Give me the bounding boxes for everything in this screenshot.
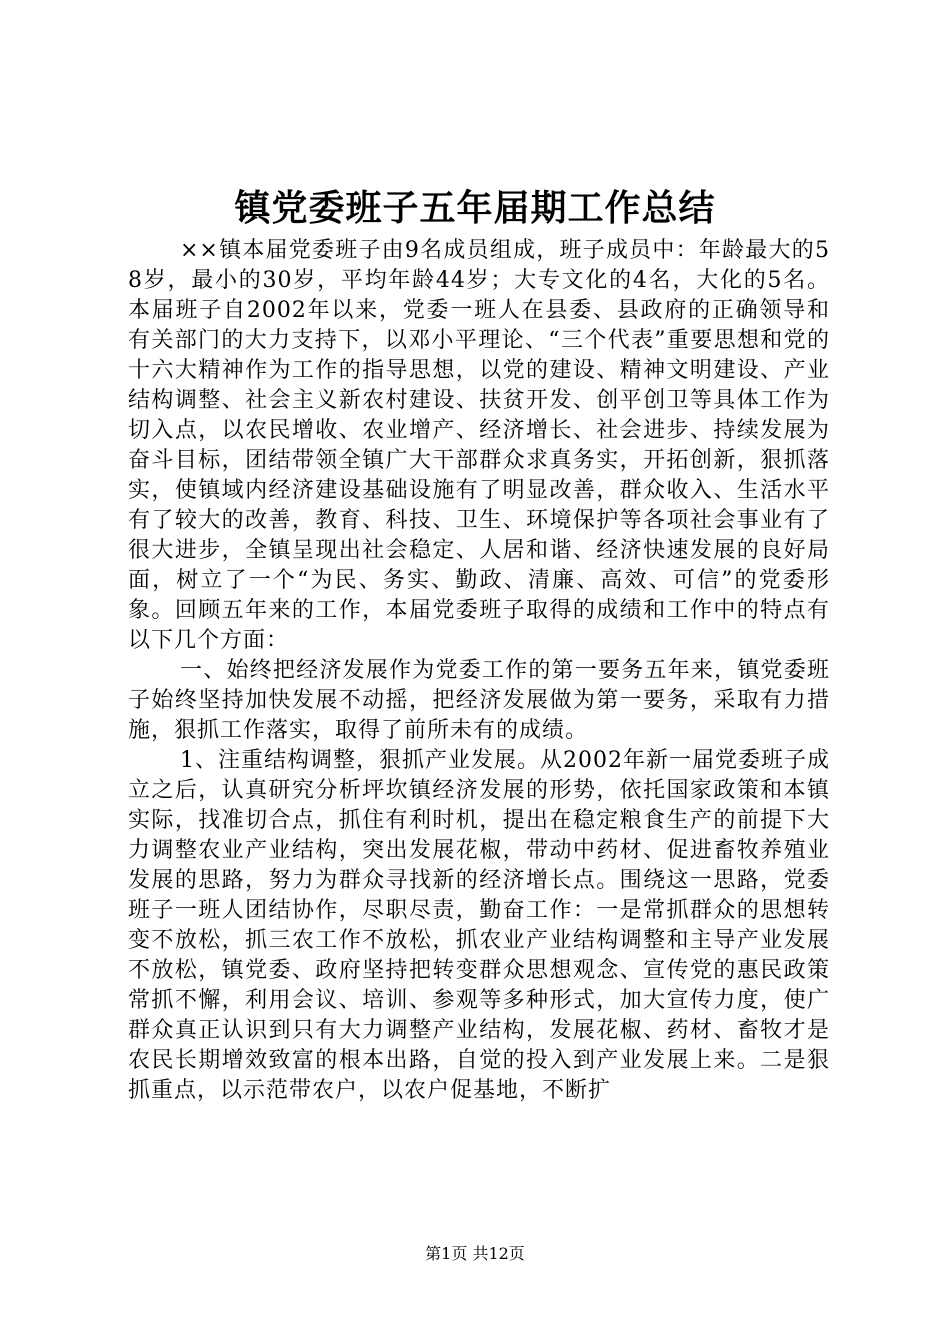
paragraph-item-one: 1、注重结构调整，狠抓产业发展。从2002年新一届党委班子成立之后，认真研究分析坪坎镇经济发展的形势，依托国家政策和本镇实际，找准切合点，抓住有利时机，提出在稳定粮食生产的前提下大力调整农业产业结构，突出发展花椒，带动中药材、促进畜牧养殖业发展的思路，努力为群众寻找新的经济增长点。围绕这一思路，党委班子一班人团结协作，尽职尽责，勤奋工作：一是常抓群众的思想转变不放松，抓三农工作不放松，抓农业产业结构调整和主导产业发展不放松，镇党委、政府坚持把转变群众思想观念、宣传党的惠民政策常抓不懈，利用会议、培训、参观等多种形式，加大宣传力度，使广群众真正认识到只有大力调整产业结构，发展花椒、药材、畜牧才是农民长期增效致富的根本出路，自觉的投入到产业发展上来。二是狠抓重点，以示范带农户，以农户促基地，不断扩 (128, 748, 830, 1103)
paragraph-section-one: 一、始终把经济发展作为党委工作的第一要务五年来，镇党委班子始终坚持加快发展不动摇，把经济发展做为第一要务，采取有力措施，狠抓工作落实，取得了前所未有的成绩。 (128, 658, 830, 743)
paragraph-intro: ××镇本届党委班子由9名成员组成，班子成员中：年龄最大的58岁，最小的30岁，平均年龄44岁；大专文化的4名，大化的5名。本届班子自2002年以来，党委一班人在县委、县政府的正确领导和有关部门的大力支持下，以邓小平理论、“三个代表”重要思想和党的十六大精神作为工作的指导思想，以党的建设、精神文明建设、产业结构调整、社会主义新农村建设、扶贫开发、创平创卫等具体工作为切入点，以农民增收、农业增产、经济增长、社会进步、持续发展为奋斗目标，团结带领全镇广大干部群众求真务实，开拓创新，狠抓落实，使镇域内经济建设基础设施有了明显改善，群众收入、生活水平有了较大的改善，教育、科技、卫生、环境保护等各项社会事业有了很大进步，全镇呈现出社会稳定、人居和谐、经济快速发展的良好局面，树立了一个“为民、务实、勤政、清廉、高效、可信”的党委形象。回顾五年来的工作，本届党委班子取得的成绩和工作中的特点有以下几个方面： (128, 238, 830, 653)
document-body (128, 236, 830, 1106)
page-number-footer: 第1页 共12页 (425, 1244, 525, 1263)
document-title: 镇党委班子五年届期工作总结 (234, 187, 716, 229)
